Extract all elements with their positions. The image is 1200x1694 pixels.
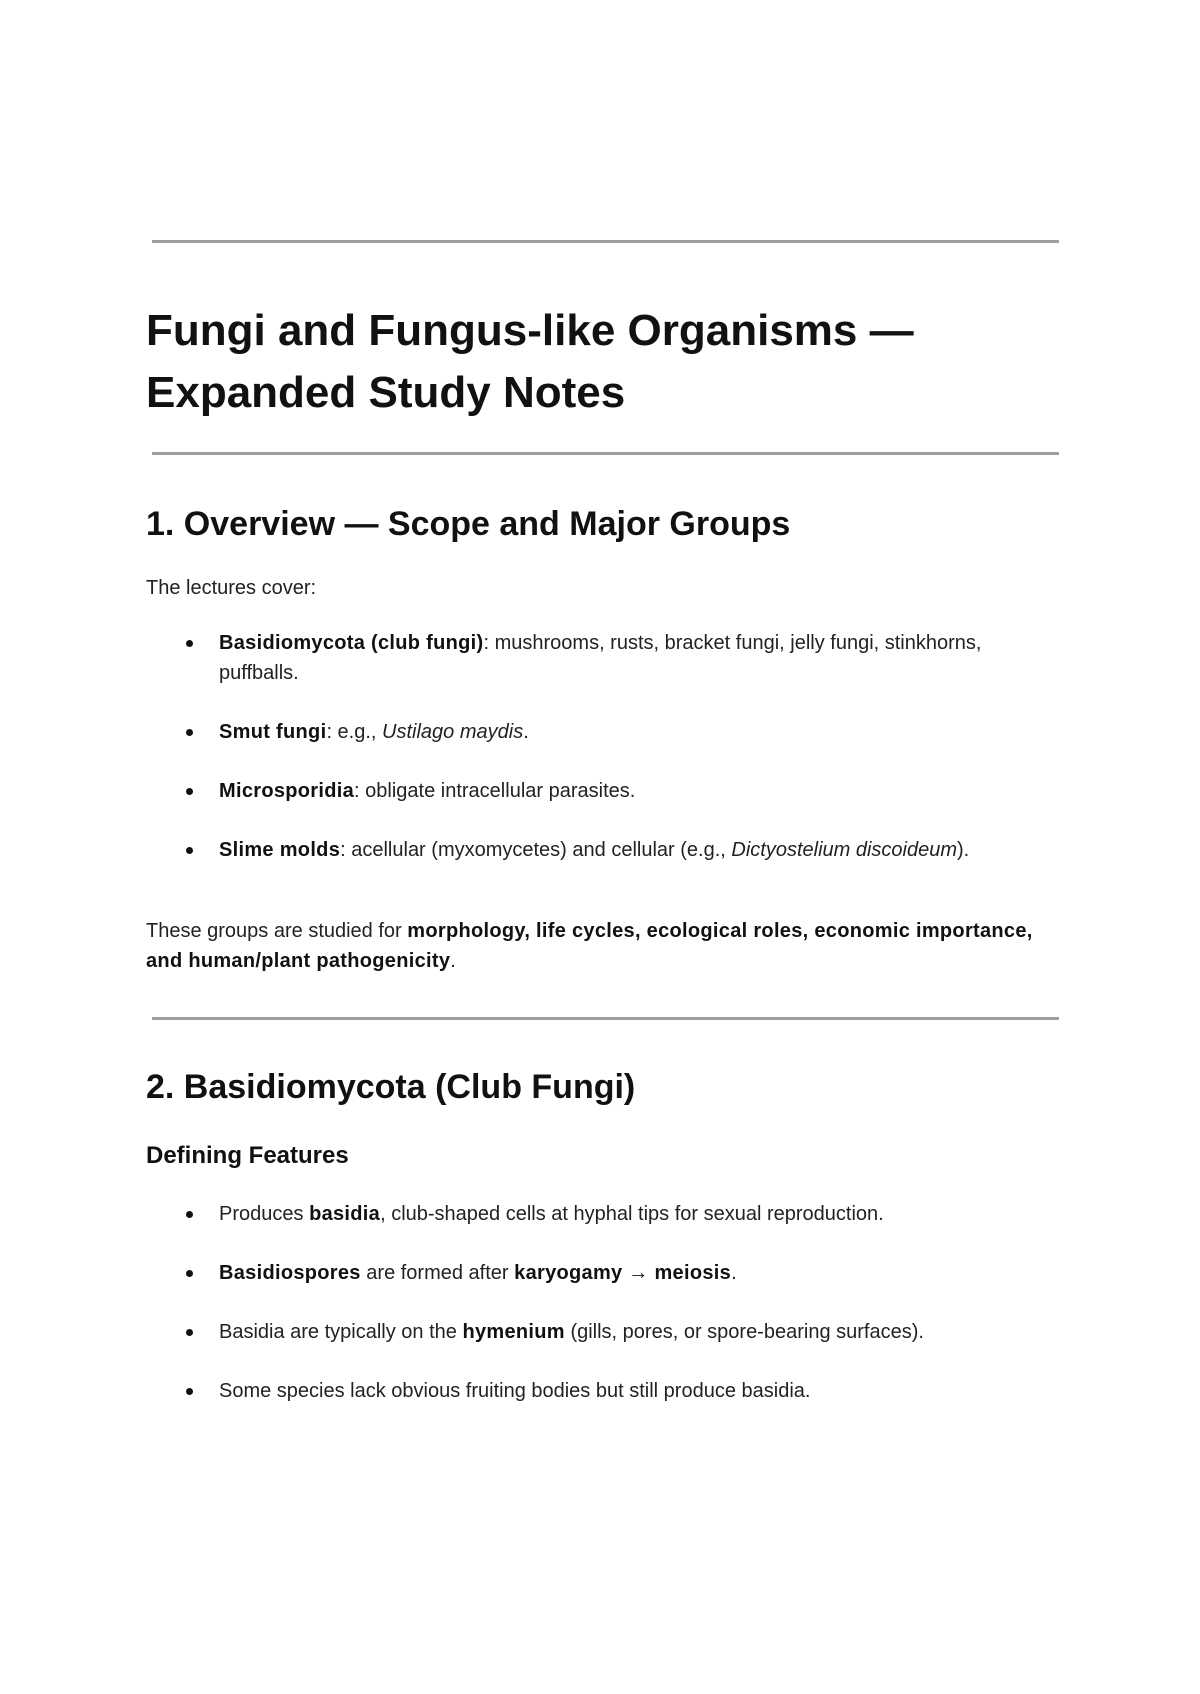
species-name: Dictyostelium discoideum (731, 839, 958, 861)
section-1-heading: 1. Overview — Scope and Major Groups (146, 505, 791, 543)
section-2-heading: 2. Basidiomycota (Club Fungi) (146, 1068, 636, 1106)
item-text: : acellular (myxomycetes) and cellular (e.g., (340, 839, 732, 861)
horizontal-rule (152, 452, 1059, 455)
term: basidia (309, 1203, 381, 1225)
section-1-summary (146, 916, 1066, 976)
item-text: Some species lack obvious fruiting bodies but still produce basidia. (219, 1380, 811, 1402)
term: Basidiomycota (club fungi) (219, 632, 484, 654)
item-text: , club-shaped cells at hyphal tips for sexual reproduction. (380, 1203, 884, 1225)
list-item (146, 835, 1066, 865)
term: Basidiospores (219, 1262, 361, 1284)
title-line-1: Fungi and Fungus-like Organisms — (146, 306, 914, 355)
bullet-icon (186, 640, 193, 647)
feature-list (146, 1199, 1066, 1406)
term: Microsporidia (219, 780, 355, 802)
summary-text: . (450, 950, 456, 972)
species-name: Ustilago maydis (382, 721, 524, 743)
section-1-intro: The lectures cover: (146, 577, 317, 599)
horizontal-rule (152, 1017, 1059, 1020)
bullet-icon (186, 1270, 193, 1277)
item-text: : e.g., (326, 721, 383, 743)
list-item (146, 717, 1066, 747)
term: Slime molds (219, 839, 341, 861)
bullet-icon (186, 788, 193, 795)
item-text: ). (957, 839, 970, 861)
list-item (146, 776, 1066, 806)
subheading-defining-features: Defining Features (146, 1142, 349, 1169)
item-text: : mushrooms, rusts, bracket fungi, jelly fungi, stinkhorns, puffballs. (219, 632, 982, 684)
item-text: are formed after (360, 1262, 515, 1284)
item-text: : obligate intracellular parasites. (354, 780, 636, 802)
bullet-icon (186, 1211, 193, 1218)
list-item (146, 1199, 1066, 1229)
bullet-icon (186, 847, 193, 854)
term: hymenium (462, 1321, 565, 1343)
list-item (146, 1317, 1066, 1347)
item-text: Produces (219, 1203, 310, 1225)
term: Smut fungi (219, 721, 327, 743)
item-text: . (731, 1262, 737, 1284)
group-list (146, 628, 1066, 865)
list-item (146, 1376, 1066, 1406)
bullet-icon (186, 729, 193, 736)
list-item (146, 628, 1066, 688)
summary-bold: morphology, life cycles, ecological roles, economic importance, and human/plant pathogenicity (146, 920, 1033, 972)
summary-text: These groups are studied for (146, 920, 408, 942)
list-item (146, 1258, 1066, 1288)
horizontal-rule (152, 240, 1059, 243)
item-text: Basidia are typically on the (219, 1321, 463, 1343)
term: karyogamy → meiosis (514, 1262, 732, 1284)
bullet-icon (186, 1388, 193, 1395)
item-text: (gills, pores, or spore-bearing surfaces). (564, 1321, 924, 1343)
title-line-2: Expanded Study Notes (146, 368, 626, 417)
document-title (146, 300, 1066, 424)
bullet-icon (186, 1329, 193, 1336)
item-text: . (523, 721, 529, 743)
